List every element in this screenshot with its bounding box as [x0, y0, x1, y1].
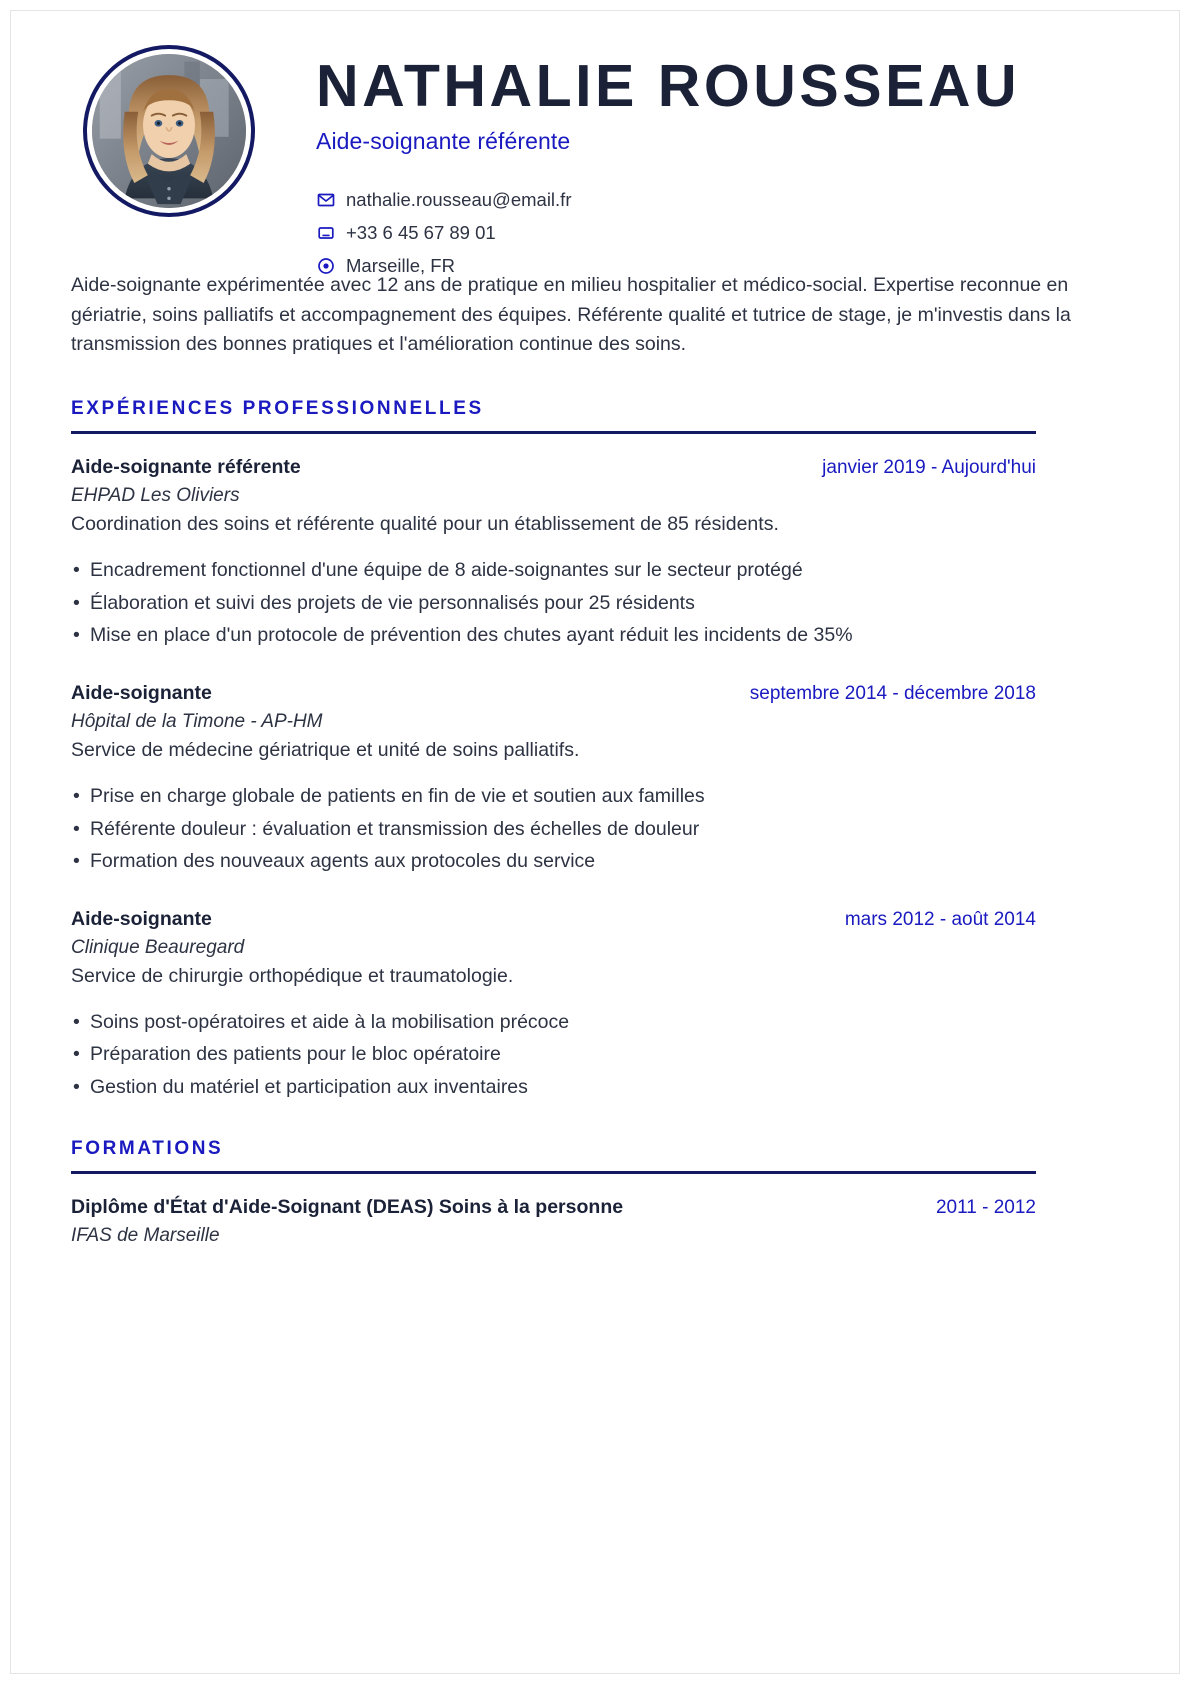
entry-date: mars 2012 - août 2014 [844, 908, 1036, 930]
page-title: NATHALIE ROUSSEAU [316, 53, 1021, 119]
section-divider [71, 431, 1036, 434]
entry-bullets [71, 557, 1121, 649]
resume-sheet [10, 10, 1180, 1674]
list-item: • Mise en place d'un protocole de prévention des chutes ayant réduit les incidents de 35% [71, 622, 1121, 649]
entry-header [71, 682, 1036, 705]
contact-location-text: Marseille, FR [346, 254, 455, 276]
avatar [83, 45, 255, 217]
entry-header [71, 456, 1036, 479]
job-title: Aide-soignante référente [316, 128, 571, 155]
section-divider [71, 1171, 1036, 1174]
contact-phone [316, 216, 1180, 249]
entry-bullets [71, 783, 1121, 875]
list-item: • Référente douleur : évaluation et transmission des échelles de douleur [71, 816, 1121, 843]
profile-summary: Aide-soignante expérimentée avec 12 ans de pratique en milieu hospitalier et médico-social. Expertise reconnue en gériatrie, soins palliatifs et accompagnement des équipes. Référente qualité et tutrice de stage, je m'investis dans la transmission des bonnes pratiques et l'amélioration continue des soins. [71, 274, 1071, 356]
contact-email-text: nathalie.rousseau@email.fr [346, 188, 572, 210]
entry-description: Coordination des soins et référente qualité pour un établissement de 85 résidents. [71, 512, 779, 535]
entry-date: janvier 2019 - Aujourd'hui [822, 456, 1036, 478]
contact-list [316, 183, 1180, 282]
list-item: • Soins post-opératoires et aide à la mobilisation précoce [71, 1009, 1121, 1036]
education-entry [71, 1196, 1121, 1247]
contact-phone-text: +33 6 45 67 89 01 [346, 221, 496, 243]
entry-title: Aide-soignante [71, 681, 212, 704]
list-item: • Élaboration et suivi des projets de vie personnalisés pour 25 résidents [71, 590, 1121, 617]
experience-entry [71, 456, 1121, 649]
entry-description: Service de médecine gériatrique et unité de soins palliatifs. [71, 738, 580, 761]
section-title-experience: EXPÉRIENCES PROFESSIONNELLES [71, 397, 484, 419]
list-item: • Gestion du matériel et participation aux inventaires [71, 1074, 1121, 1101]
entry-organization: EHPAD Les Oliviers [71, 484, 240, 506]
entry-organization: Hôpital de la Timone - AP-HM [71, 710, 323, 732]
portrait-illustration [92, 54, 246, 208]
entry-title: Aide-soignante référente [71, 455, 301, 478]
experience-entry [71, 682, 1121, 875]
entry-header [71, 1196, 1036, 1219]
resume-content [71, 31, 1121, 1247]
entry-header [71, 908, 1036, 931]
section-experience [71, 398, 1121, 1101]
envelope-icon [316, 190, 336, 210]
experience-entry [71, 908, 1121, 1101]
header-text-block [316, 31, 1180, 282]
entry-title: Aide-soignante [71, 907, 212, 930]
resume-header [71, 31, 1121, 276]
entry-date: septembre 2014 - décembre 2018 [749, 682, 1036, 704]
contact-email [316, 183, 1180, 216]
list-item: • Préparation des patients pour le bloc opératoire [71, 1041, 1121, 1068]
list-item: • Formation des nouveaux agents aux protocoles du service [71, 848, 1121, 875]
entry-organization: IFAS de Marseille [71, 1225, 220, 1247]
entry-organization: Clinique Beauregard [71, 936, 245, 958]
portrait-photo [92, 54, 246, 208]
list-item: • Encadrement fonctionnel d'une équipe de 8 aide-soignantes sur le secteur protégé [71, 557, 1121, 584]
section-title-education: FORMATIONS [71, 1138, 224, 1160]
list-item: • Prise en charge globale de patients en fin de vie et soutien aux familles [71, 783, 1121, 810]
entry-bullets [71, 1009, 1121, 1101]
section-education [71, 1138, 1121, 1247]
phone-icon [316, 223, 336, 243]
entry-description: Service de chirurgie orthopédique et traumatologie. [71, 964, 514, 987]
entry-title: Diplôme d'État d'Aide-Soignant (DEAS) Soins à la personne [71, 1196, 624, 1219]
entry-date: 2011 - 2012 [935, 1197, 1036, 1219]
